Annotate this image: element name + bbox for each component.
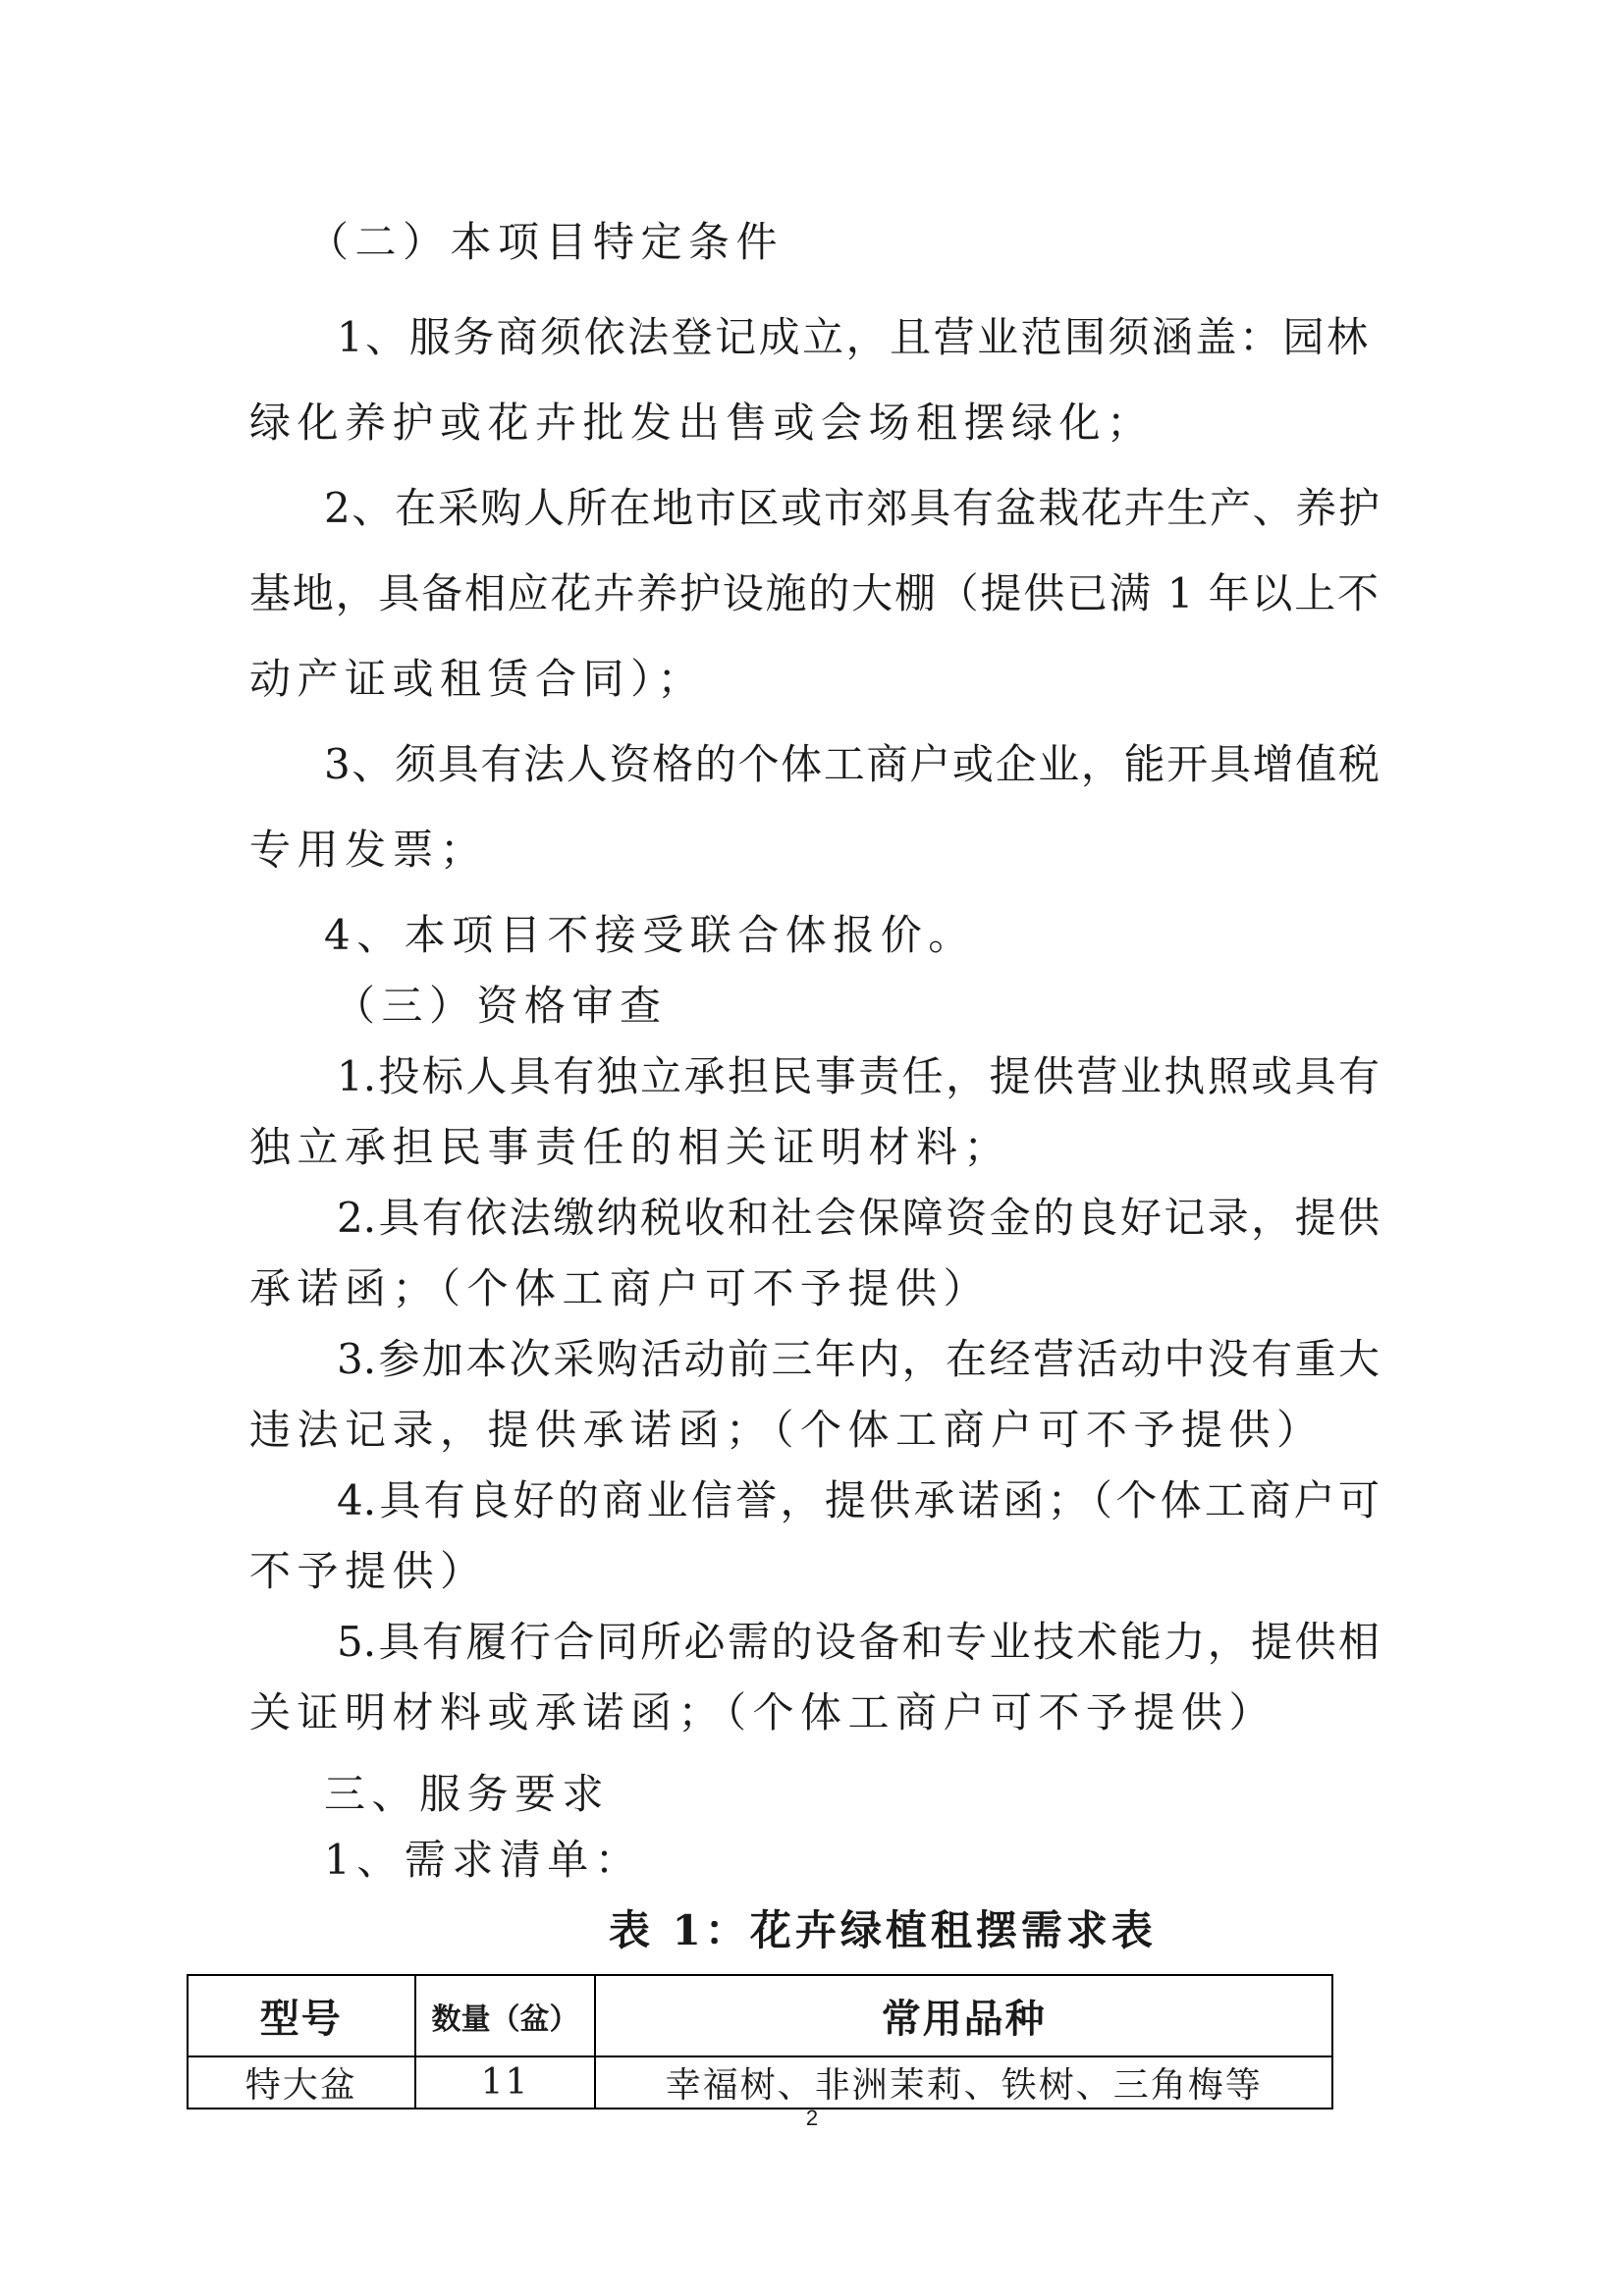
review-4-line-2: 不予提供） — [249, 1547, 488, 1595]
section-heading-special-conditions: （二）本项目特定条件 — [307, 218, 785, 266]
table-header-row — [188, 1975, 1332, 2056]
header-model: 型号 — [188, 1975, 415, 2056]
review-1-line-1: 1.投标人具有独立承担民事责任，提供营业执照或具有 — [337, 1052, 1380, 1100]
header-quantity: 数量（盆） — [415, 1975, 596, 2056]
review-2-line-1: 2.具有依法缴纳税收和社会保障资金的良好记录，提供 — [337, 1194, 1380, 1242]
section-heading-qualification-review: （三）资格审查 — [334, 982, 668, 1030]
cell-varieties: 幸福树、非洲茉莉、铁树、三角梅等 — [595, 2056, 1332, 2109]
condition-3-line-1: 3、须具有法人资格的个体工商户或企业，能开具增值税 — [324, 740, 1380, 788]
demand-list-heading: 1、需求清单： — [324, 1836, 643, 1884]
condition-2-line-1: 2、在采购人所在地市区或市郊具有盆栽花卉生产、养护 — [324, 484, 1380, 532]
condition-2-line-2: 基地，具备相应花卉养护设施的大棚（提供已满 1 年以上不 — [249, 569, 1379, 617]
condition-4-line-1: 4、本项目不接受联合体报价。 — [324, 911, 976, 959]
review-5-line-1: 5.具有履行合同所必需的设备和专业技术能力，提供相 — [337, 1618, 1380, 1666]
cell-quantity: 11 — [415, 2056, 596, 2109]
page-number: 2 — [805, 2106, 819, 2130]
review-3-line-1: 3.参加本次采购活动前三年内，在经营活动中没有重大 — [337, 1335, 1380, 1383]
condition-1-line-1: 1、服务商须依法登记成立，且营业范围须涵盖：园林 — [337, 313, 1368, 361]
cell-model: 特大盆 — [188, 2056, 415, 2109]
review-3-line-2: 违法记录，提供承诺函；（个体工商户可不予提供） — [249, 1406, 1325, 1454]
condition-3-line-2: 专用发票； — [249, 826, 488, 874]
review-1-line-2: 独立承担民事责任的相关证明材料； — [249, 1123, 1012, 1171]
demand-table — [187, 1974, 1333, 2109]
review-5-line-2: 关证明材料或承诺函；（个体工商户可不予提供） — [249, 1688, 1277, 1736]
review-2-line-2: 承诺函；（个体工商户可不予提供） — [249, 1264, 992, 1312]
section-heading-service-requirements: 三、服务要求 — [324, 1770, 611, 1818]
table-caption: 表 1：花卉绿植租摆需求表 — [609, 1906, 1157, 1954]
table-row — [188, 2056, 1332, 2109]
header-common-varieties: 常用品种 — [595, 1975, 1332, 2056]
review-4-line-1: 4.具有良好的商业信誉，提供承诺函；（个体工商户可 — [337, 1476, 1380, 1524]
condition-1-line-2: 绿化养护或花卉批发出售或会场租摆绿化； — [249, 399, 1155, 447]
condition-2-line-3: 动产证或租赁合同）； — [249, 655, 706, 703]
